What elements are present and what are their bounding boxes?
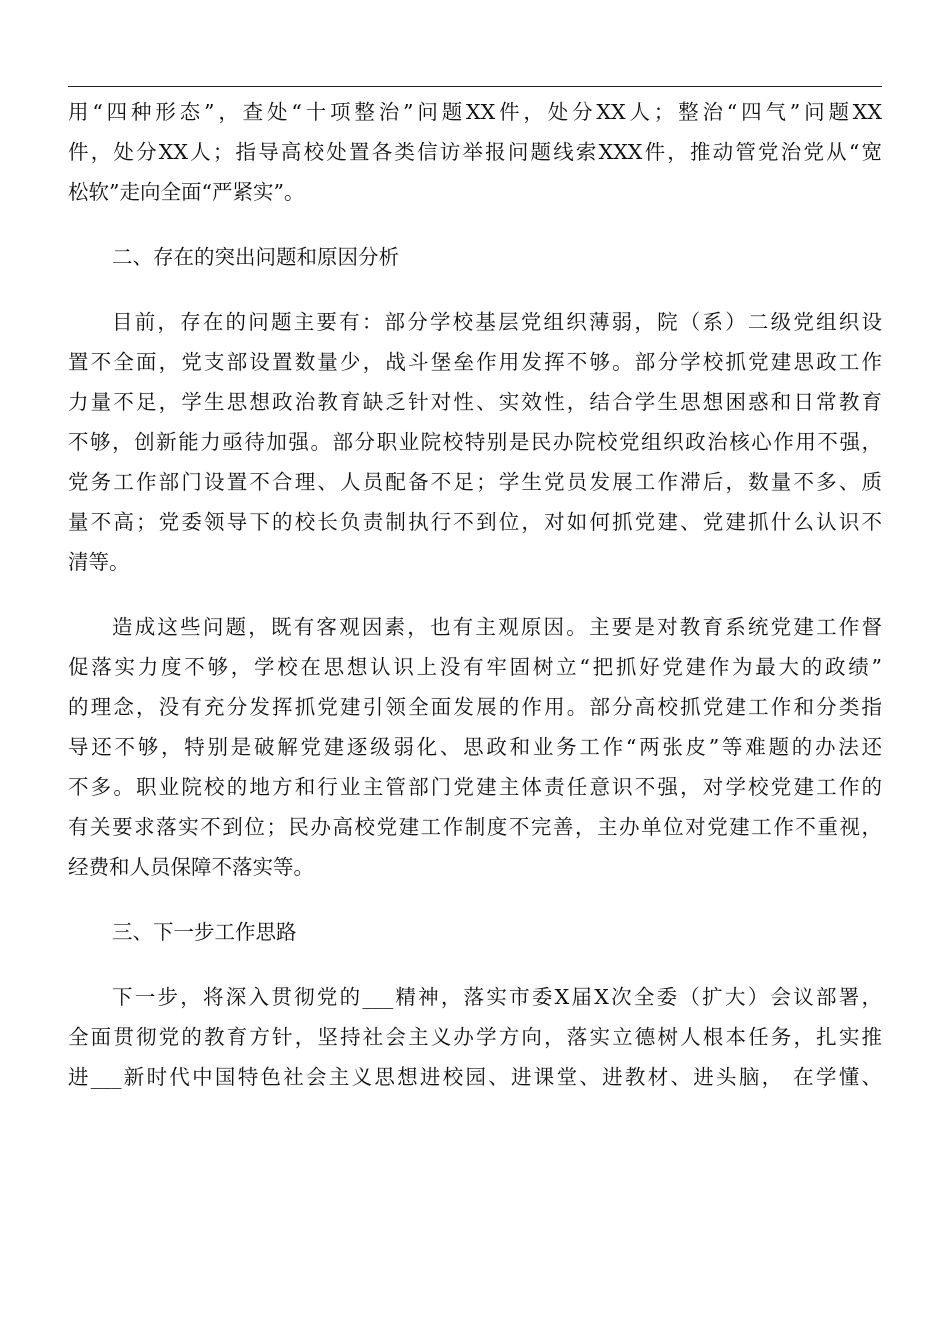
paragraph-line: 力量不足，学生思想政治教育缺乏针对性、实效性，结合学生思想困惑和日常教育 <box>68 390 882 414</box>
paragraph <box>68 607 882 887</box>
paragraph <box>68 92 882 212</box>
document-body <box>68 92 882 1097</box>
section-heading: 三、下一步工作思路 <box>112 920 297 944</box>
paragraph-line: 清等。 <box>68 550 130 574</box>
paragraph-line: 党务工作部门设置不合理、人员配备不足；学生党员发展工作滞后，数量不多、质 <box>68 470 882 494</box>
paragraph-gap <box>68 212 882 237</box>
paragraph <box>68 302 882 582</box>
paragraph-line: 造成这些问题，既有客观因素，也有主观原因。主要是对教育系统党建工作督 <box>112 615 882 639</box>
paragraph-line: 不够，创新能力亟待加强。部分职业院校特别是民办院校党组织政治核心作用不强， <box>68 430 882 454</box>
paragraph-line: 用“四种形态”，查处“十项整治”问题XX件，处分XX人；整治“四气”问题XX <box>68 100 882 124</box>
paragraph-gap <box>68 952 882 977</box>
paragraph-line: 有关要求落实不到位；民办高校党建工作制度不完善，主办单位对党建工作不重视， <box>68 815 882 839</box>
paragraph-line: 进___新时代中国特色社会主义思想进校园、进课堂、进教材、进头脑， 在学懂、 <box>68 1065 882 1089</box>
paragraph-gap <box>68 582 882 607</box>
paragraph-line: 量不高；党委领导下的校长负责制执行不到位，对如何抓党建、党建抓什么认识不 <box>68 510 882 534</box>
header-rule <box>68 86 882 87</box>
section-heading: 二、存在的突出问题和原因分析 <box>112 245 399 269</box>
paragraph-line: 促落实力度不够，学校在思想认识上没有牢固树立“把抓好党建作为最大的政绩” <box>68 655 882 679</box>
paragraph-line: 目前，存在的问题主要有：部分学校基层党组织薄弱，院（系）二级党组织设 <box>112 310 882 334</box>
paragraph-line: 导还不够，特别是破解党建逐级弱化、思政和业务工作“两张皮”等难题的办法还 <box>68 735 882 759</box>
paragraph-line: 经费和人员保障不落实等。 <box>68 855 314 879</box>
paragraph-gap <box>68 887 882 912</box>
paragraph-line: 松软”走向全面“严紧实”。 <box>68 180 305 204</box>
paragraph-line: 的理念，没有充分发挥抓党建引领全面发展的作用。部分高校抓党建工作和分类指 <box>68 695 882 719</box>
paragraph-line: 全面贯彻党的教育方针，坚持社会主义办学方向，落实立德树人根本任务，扎实推 <box>68 1025 882 1049</box>
paragraph-line: 不多。职业院校的地方和行业主管部门党建主体责任意识不强，对学校党建工作的 <box>68 775 882 799</box>
paragraph-line: 置不全面，党支部设置数量少，战斗堡垒作用发挥不够。部分学校抓党建思政工作 <box>68 350 882 374</box>
paragraph <box>68 977 882 1097</box>
paragraph-line: 下一步，将深入贯彻党的___精神，落实市委X届X次全委（扩大）会议部署， <box>112 985 882 1009</box>
paragraph-gap <box>68 277 882 302</box>
paragraph-line: 件，处分XX人；指导高校处置各类信访举报问题线索XXX件，推动管党治党从“宽 <box>68 140 882 164</box>
